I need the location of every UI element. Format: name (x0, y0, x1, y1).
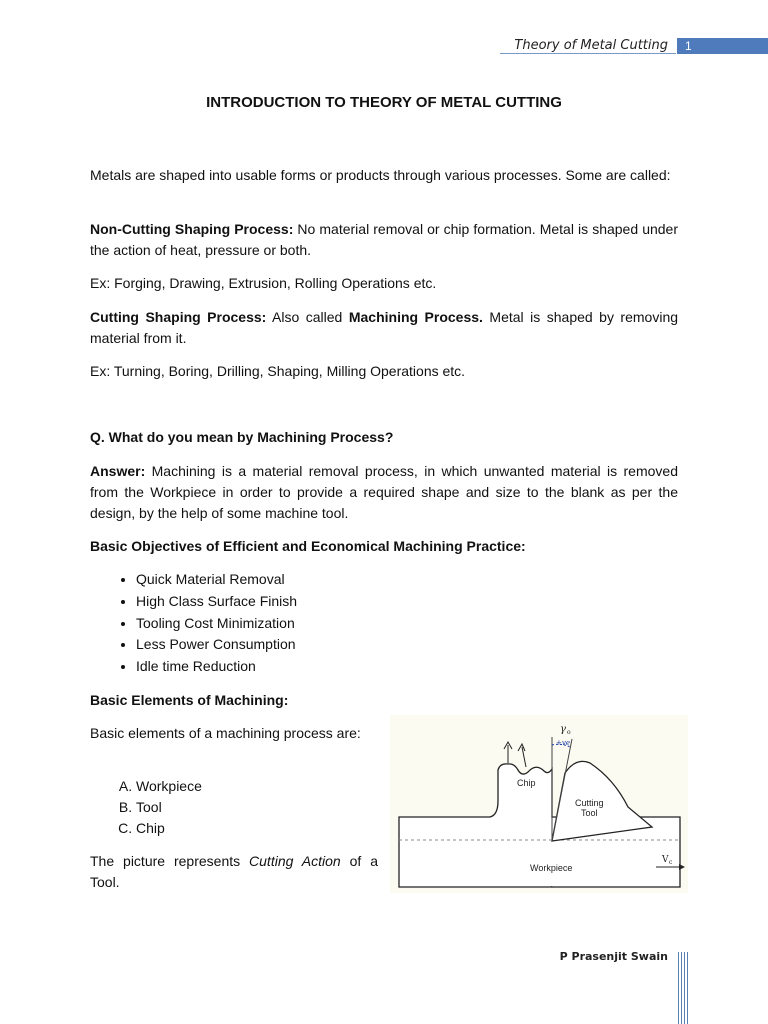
caption-text-2: of a Tool. (90, 853, 378, 890)
footer-rule-2 (681, 952, 682, 1024)
cutting-examples: Ex: Turning, Boring, Drilling, Shaping, Milling Operations etc. (90, 363, 466, 379)
list-item: B. Tool (136, 797, 202, 818)
list-item: C. Chip (136, 818, 202, 839)
cutting-tool-label-2: Tool (581, 808, 598, 818)
objectives-list (90, 569, 297, 678)
cutting-action-diagram (390, 715, 688, 893)
velocity-label: V (662, 855, 669, 865)
page-number-badge (677, 38, 768, 54)
list-item: • Less Power Consumption (136, 634, 297, 656)
cutting-tool-label-1: Cutting (575, 798, 604, 808)
intro-paragraph: Metals are shaped into usable forms or products through various processes. Some are called: (90, 167, 671, 183)
elements-list (90, 776, 202, 839)
caption-text-1: The picture represents (90, 853, 250, 869)
cutting-label: Cutting Shaping Process: (90, 309, 267, 325)
document-title: INTRODUCTION TO THEORY OF METAL CUTTING (206, 94, 562, 111)
non-cutting-text: No material removal or chip formation. Metal is shaped under the action of heat, pressure or both. (90, 221, 678, 258)
cutting-text-2: Metal is shaped by removing material from it. (90, 309, 679, 346)
header-rule (500, 53, 676, 54)
velocity-subscript: c (669, 859, 673, 866)
non-cutting-label: Non-Cutting Shaping Process: (90, 221, 294, 237)
list-item: • High Class Surface Finish (136, 591, 297, 613)
objectives-heading: Basic Objectives of Efficient and Economical Machining Practice: (90, 538, 526, 554)
footer-rule-3 (684, 952, 685, 1024)
cutting-action-figure (390, 715, 688, 893)
picture-caption (90, 851, 378, 893)
cutting-text-1: Also called (266, 309, 349, 325)
machining-process-label: Machining Process. (348, 309, 483, 325)
rake-angle-symbol: γ (560, 724, 566, 735)
cutting-paragraph (90, 307, 678, 349)
answer-paragraph (90, 461, 678, 524)
positive-rake-label: +ve (556, 739, 570, 747)
velocity-arrow-head (679, 864, 685, 870)
list-item: A. Workpiece (136, 776, 202, 797)
footer-author: P Prasenjit Swain (559, 950, 668, 963)
chip-arrow-2-head (518, 744, 525, 751)
list-item: • Idle time Reduction (136, 656, 297, 678)
chip-arrow-2 (522, 747, 526, 767)
list-item: • Quick Material Removal (136, 569, 297, 591)
rake-angle-subscript: o (567, 729, 571, 736)
non-cutting-paragraph (90, 219, 678, 261)
footer-rule-4 (687, 952, 688, 1024)
footer-rule-1 (678, 952, 679, 1024)
page-number: 1 (685, 39, 692, 53)
elements-intro: Basic elements of a machining process are: (90, 725, 361, 741)
list-item: • Tooling Cost Minimization (136, 613, 297, 635)
caption-italic: Cutting Action (249, 853, 341, 869)
non-cutting-examples: Ex: Forging, Drawing, Extrusion, Rolling Operations etc. (90, 275, 437, 291)
chip-label: Chip (517, 778, 536, 788)
elements-heading: Basic Elements of Machining: (90, 692, 289, 708)
answer-text: Machining is a material removal process, in which unwanted material is removed from the Workpiece in order to provide a required shape and size to the blank as per the design, by the help of some machine tool. (90, 463, 678, 521)
answer-label: Answer: (90, 463, 146, 479)
question-heading: Q. What do you mean by Machining Process? (90, 429, 394, 445)
workpiece-label: Workpiece (530, 863, 573, 873)
running-header-title: Theory of Metal Cutting (514, 38, 668, 53)
